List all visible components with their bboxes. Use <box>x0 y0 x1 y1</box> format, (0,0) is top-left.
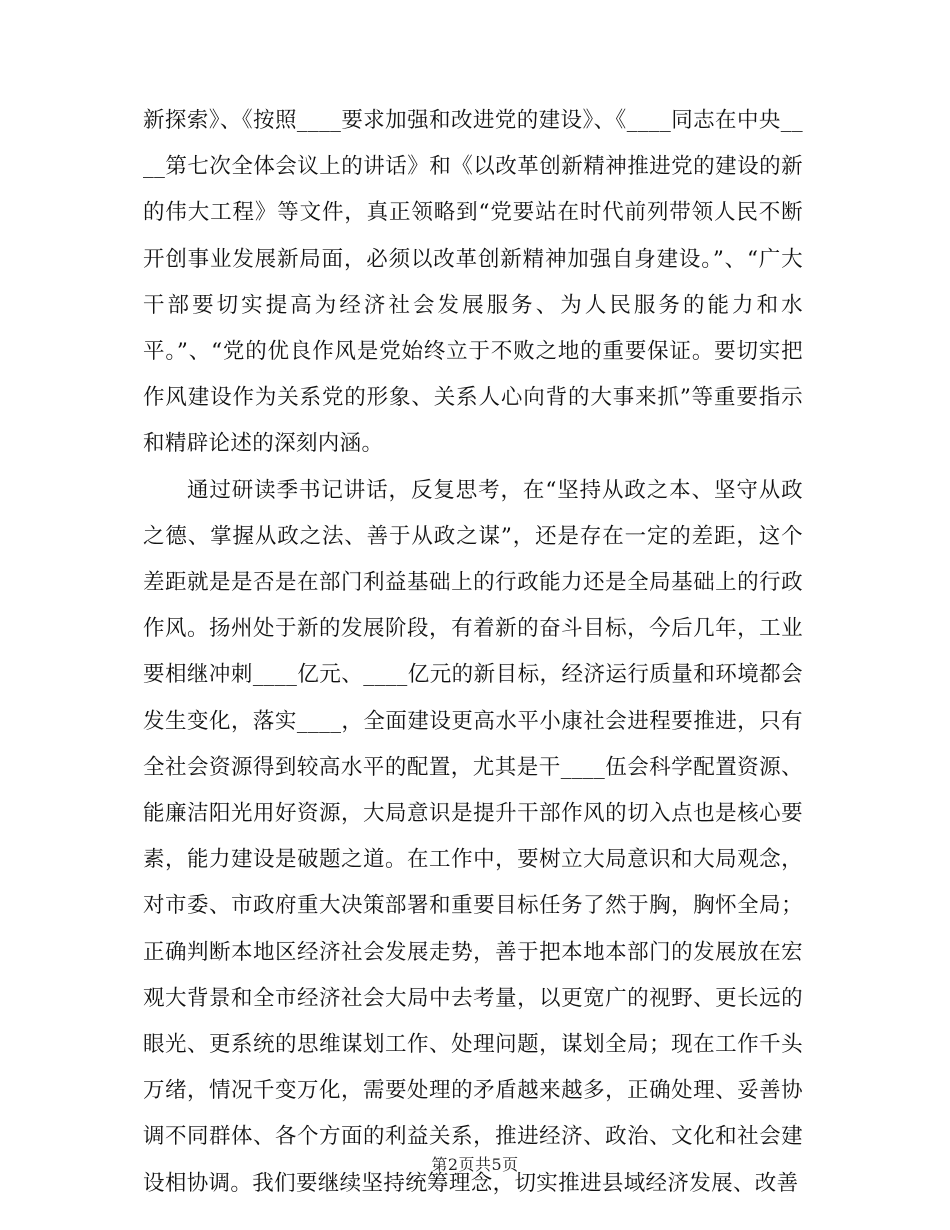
paragraph-1: 新探索》、《按照____要求加强和改进党的建设》、《____同志在中央____第七次全体会议上的讲话》和《以改革创新精神推进党的建设的新的伟大工程》等文件，真正领略到“党要站在时代前列带领人民不断开创事业发展新局面，必须以改革创新精神加强自身建设。”、“广大干部要切实提高为经济社会发展服务、为人民服务的能力和水平。”、“党的优良作风是党始终立于不败之地的重要保证。要切实把作风建设作为关系党的形象、关系人心向背的大事来抓”等重要指示和精辟论述的深刻内涵。 <box>143 108 803 457</box>
document-body <box>143 98 803 1207</box>
paragraph-2: 通过研读季书记讲话，反复思考，在“坚持从政之本、坚守从政之德、掌握从政之法、善于从政之谋”，还是存在一定的差距，这个差距就是是否是在部门利益基础上的行政能力还是全局基础上的行政作风。扬州处于新的发展阶段，有着新的奋斗目标，今后几年，工业要相继冲刺____亿元、____亿元的新目标，经济运行质量和环境都会发生变化，落实____，全面建设更高水平小康社会进程要推进，只有全社会资源得到较高水平的配置，尤其是干____伍会科学配置资源、能廉洁阳光用好资源，大局意识是提升干部作风的切入点也是核心要素，能力建设是破题之道。在工作中，要树立大局意识和大局观念，对市委、市政府重大决策部署和重要目标任务了然于胸，胸怀全局；正确判断本地区经济社会发展走势，善于把本地本部门的发展放在宏观大背景和全市经济社会大局中去考量，以更宽广的视野、更长远的眼光、更系统的思维谋划工作、处理问题，谋划全局；现在工作千头万绪，情况千变万化，需要处理的矛盾越来越多，正确处理、妥善协调不同群体、各个方面的利益关系，推进经济、政治、文化和社会建设相协调。我们要继续坚持统筹理念，切实推进县域经济发展、改善 <box>143 477 803 1196</box>
page-number-footer: 第2页共5页 <box>431 1155 519 1174</box>
